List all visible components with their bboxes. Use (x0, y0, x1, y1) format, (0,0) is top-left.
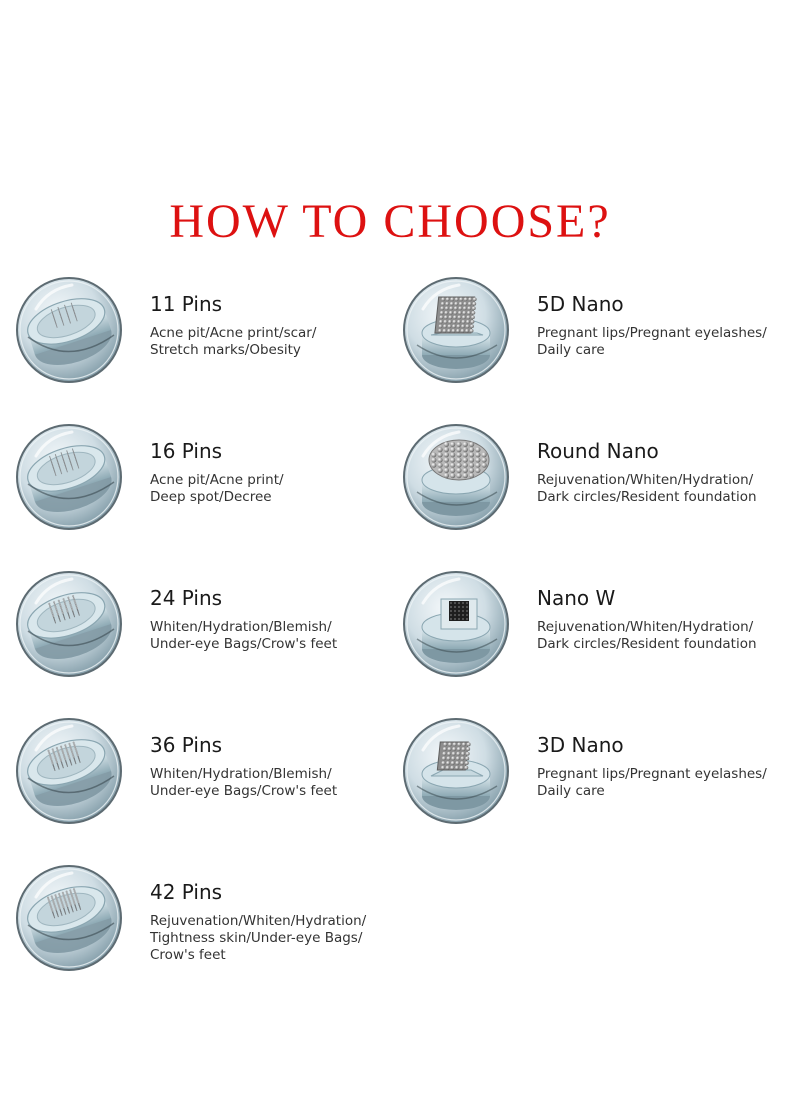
cartridge-item (401, 422, 800, 532)
description-line: Crow's feet (150, 947, 226, 963)
cartridge-name: 16 Pins (150, 439, 223, 463)
cartridge-item (14, 275, 401, 385)
cartridge-description (537, 472, 797, 506)
cartridge-description (150, 619, 430, 653)
cartridge-item (14, 422, 401, 532)
cartridge-description (150, 472, 430, 506)
description-line: Whiten/Hydration/Blemish/ (150, 619, 332, 635)
cartridge-item (401, 716, 800, 826)
cartridge-name: Round Nano (537, 439, 659, 463)
cartridge-name: 3D Nano (537, 733, 624, 757)
needle-cartridge-icon (14, 422, 124, 532)
cartridge-name: 5D Nano (537, 292, 624, 316)
cartridge-name: 11 Pins (150, 292, 223, 316)
description-line: Tightness skin/Under-eye Bags/ (150, 930, 363, 946)
cartridge-description (150, 913, 430, 964)
description-line: Daily care (537, 342, 605, 358)
description-line: Daily care (537, 783, 605, 799)
description-line: Rejuvenation/Whiten/Hydration/ (537, 472, 754, 488)
description-line: Rejuvenation/Whiten/Hydration/ (537, 619, 754, 635)
cartridge-description (150, 325, 430, 359)
cartridge-item (401, 275, 800, 385)
cartridge-description (537, 619, 797, 653)
description-line: Rejuvenation/Whiten/Hydration/ (150, 913, 367, 929)
needle-cartridge-icon (14, 275, 124, 385)
cartridge-name: 42 Pins (150, 880, 223, 904)
cartridge-description (537, 325, 797, 359)
cartridge-item (14, 716, 401, 826)
page-title: HOW TO CHOOSE? (169, 195, 611, 248)
description-line: Whiten/Hydration/Blemish/ (150, 766, 332, 782)
needle-cartridge-icon (14, 716, 124, 826)
cartridge-item (14, 863, 401, 973)
needle-cartridge-icon (14, 569, 124, 679)
description-line: Dark circles/Resident foundation (537, 489, 757, 505)
needle-cartridge-icon (14, 863, 124, 973)
description-line: Stretch marks/Obesity (150, 342, 301, 358)
description-line: Acne pit/Acne print/ (150, 472, 284, 488)
description-line: Deep spot/Decree (150, 489, 272, 505)
description-line: Acne pit/Acne print/scar/ (150, 325, 317, 341)
cartridge-item (14, 569, 401, 679)
cartridge-name: 36 Pins (150, 733, 223, 757)
nano-cartridge-icon (401, 569, 511, 679)
cartridge-item (401, 569, 800, 679)
nano-cartridge-icon (401, 422, 511, 532)
description-line: Under-eye Bags/Crow's feet (150, 783, 338, 799)
cartridge-name: 24 Pins (150, 586, 223, 610)
description-line: Pregnant lips/Pregnant eyelashes/ (537, 325, 767, 341)
cartridge-description (537, 766, 797, 800)
cartridge-name: Nano W (537, 586, 616, 610)
nano-cartridge-icon (401, 716, 511, 826)
description-line: Under-eye Bags/Crow's feet (150, 636, 338, 652)
nano-cartridge-icon (401, 275, 511, 385)
cartridge-description (150, 766, 430, 800)
description-line: Dark circles/Resident foundation (537, 636, 757, 652)
description-line: Pregnant lips/Pregnant eyelashes/ (537, 766, 767, 782)
